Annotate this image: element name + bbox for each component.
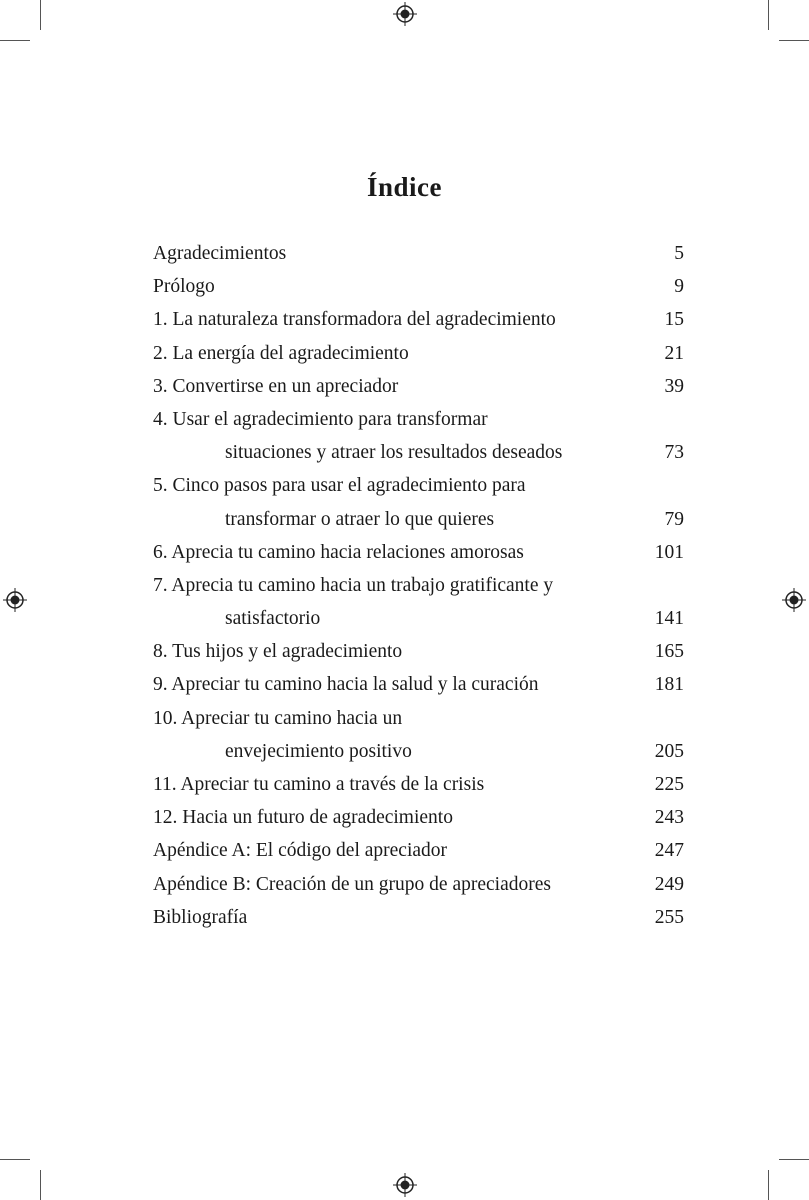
toc-page-number: 39 [664, 375, 684, 397]
toc-entry[interactable] [153, 303, 684, 336]
toc-page-number: 9 [674, 276, 684, 298]
crop-mark [40, 1170, 41, 1200]
toc-page-number: 141 [654, 608, 684, 630]
toc-entry-title: Apéndice B: Creación de un grupo de apreciadores [153, 873, 551, 895]
toc-entry-title: satisfactorio [225, 608, 321, 630]
toc-line [153, 768, 684, 801]
toc-entry-title: 7. Aprecia tu camino hacia un trabajo gratificante y [153, 574, 554, 596]
toc-line [153, 901, 684, 934]
toc-line [153, 801, 684, 834]
toc-entry-title: transformar o atraer lo que quieres [225, 508, 495, 530]
toc-page-number: 79 [664, 508, 684, 530]
toc-page-number: 249 [654, 873, 684, 895]
crop-mark [40, 0, 41, 30]
toc-page-number: 205 [654, 740, 684, 762]
toc-line [153, 370, 684, 403]
toc-entry[interactable] [153, 536, 684, 569]
toc-line [153, 868, 684, 901]
toc-line [153, 702, 684, 735]
toc-line [153, 602, 684, 635]
toc-page-number: 101 [654, 541, 684, 563]
toc-entry-title: 3. Convertirse en un apreciador [153, 375, 399, 397]
toc-entry-title: situaciones y atraer los resultados deseados [225, 442, 563, 464]
toc-line [153, 403, 684, 436]
toc-entry[interactable] [153, 469, 684, 535]
toc-entry[interactable] [153, 635, 684, 668]
toc-page-number: 15 [664, 309, 684, 331]
toc-entry[interactable] [153, 270, 684, 303]
toc-page-number: 181 [654, 674, 684, 696]
toc-entry[interactable] [153, 868, 684, 901]
toc-entry-title: 6. Aprecia tu camino hacia relaciones amorosas [153, 541, 524, 563]
toc-entry[interactable] [153, 768, 684, 801]
toc-entry[interactable] [153, 801, 684, 834]
toc-line [153, 668, 684, 701]
toc-entry-title: 9. Apreciar tu camino hacia la salud y la curación [153, 674, 539, 696]
toc-entry[interactable] [153, 901, 684, 934]
toc-entry[interactable] [153, 569, 684, 635]
registration-mark-icon [782, 588, 806, 612]
toc-page-number: 21 [664, 342, 684, 364]
toc-line [153, 834, 684, 867]
toc-line [153, 270, 684, 303]
toc-line [153, 436, 684, 469]
toc-entry[interactable] [153, 370, 684, 403]
toc-line [153, 303, 684, 336]
toc-line [153, 536, 684, 569]
toc-entry-title: 1. La naturaleza transformadora del agradecimiento [153, 309, 556, 331]
toc-entry-title: Prólogo [153, 276, 215, 298]
toc-entry-title: Apéndice A: El código del apreciador [153, 840, 448, 862]
toc-page-number: 225 [654, 774, 684, 795]
toc-line [153, 569, 684, 602]
page-title: Índice [366, 172, 442, 202]
toc-entry-title: 8. Tus hijos y el agradecimiento [153, 641, 403, 663]
toc-entry-title: 10. Apreciar tu camino hacia un [153, 707, 403, 729]
toc-line [153, 337, 684, 370]
toc-entry-title: Bibliografía [153, 906, 248, 928]
toc-line [153, 469, 684, 502]
toc-entry[interactable] [153, 834, 684, 867]
toc-page-number: 73 [664, 442, 684, 464]
toc-line [153, 635, 684, 668]
toc-entry-title: Agradecimientos [153, 243, 287, 264]
toc-entry-title: 12. Hacia un futuro de agradecimiento [153, 807, 453, 829]
toc-line [153, 237, 684, 270]
toc-page-number: 243 [654, 807, 684, 829]
toc-page-number: 165 [654, 641, 684, 663]
toc-line [153, 735, 684, 768]
toc-entry[interactable] [153, 702, 684, 768]
table-of-contents [153, 237, 684, 934]
registration-mark-icon [393, 2, 417, 26]
toc-entry-title: 4. Usar el agradecimiento para transformar [153, 408, 488, 430]
toc-page-number: 247 [654, 840, 684, 862]
toc-entry-title: 5. Cinco pasos para usar el agradecimiento para [153, 475, 526, 497]
crop-mark [779, 40, 809, 41]
toc-entry[interactable] [153, 337, 684, 370]
toc-entry[interactable] [153, 668, 684, 701]
toc-entry[interactable] [153, 237, 684, 270]
toc-line [153, 503, 684, 536]
toc-entry-title: 2. La energía del agradecimiento [153, 342, 409, 364]
toc-entry[interactable] [153, 403, 684, 469]
crop-mark [0, 40, 30, 41]
toc-entry-title: 11. Apreciar tu camino a través de la crisis [153, 774, 485, 795]
toc-entry-title: envejecimiento positivo [225, 740, 412, 762]
crop-mark [779, 1159, 809, 1160]
toc-page-number: 5 [674, 243, 684, 264]
crop-mark [768, 0, 769, 30]
toc-page-number: 255 [654, 906, 684, 928]
registration-mark-icon [3, 588, 27, 612]
registration-mark-icon [393, 1173, 417, 1197]
crop-mark [768, 1170, 769, 1200]
crop-mark [0, 1159, 30, 1160]
